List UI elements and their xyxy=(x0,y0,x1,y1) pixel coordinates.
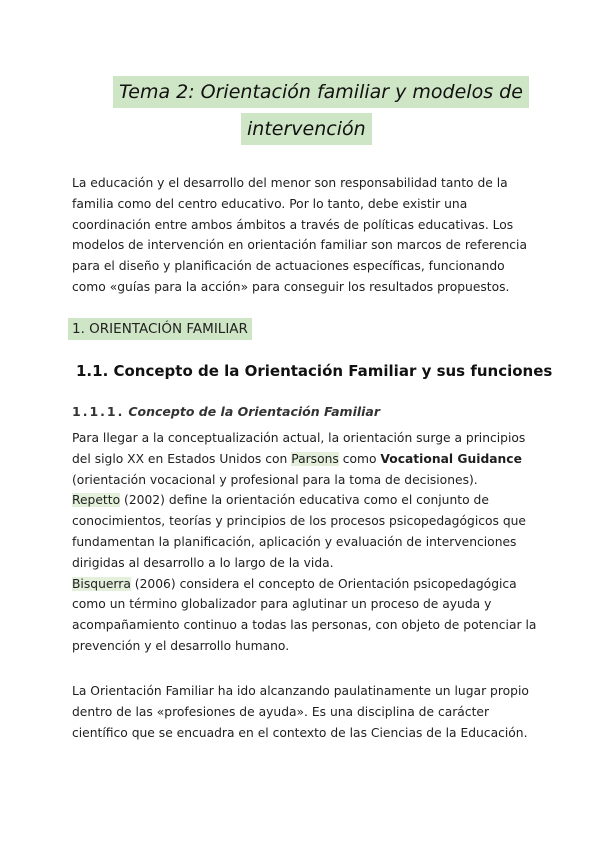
intro-paragraph: La educación y el desarrollo del menor son responsabilidad tanto de la familia como del centro educativo. Por lo tanto, debe existir una coordinación entre ambos ámbitos a través de políticas educativas. Los modelos de intervención en orientación familiar son marcos de referencia para el diseño y planificación de actuaciones específicas, funcionando como «guías para la acción» para conseguir los resultados propuestos. xyxy=(72,176,527,294)
document-title-line-1: Tema 2: Orientación familiar y modelos de xyxy=(113,76,529,108)
author-parsons: Parsons xyxy=(291,451,339,466)
sentence-origin-connector: como xyxy=(338,451,381,466)
sentence-origin: Para llegar a la conceptualización actual, la orientación surge a principios del siglo XX en Estados Unidos con xyxy=(72,431,526,466)
subsubsection-number: 1.1.1. xyxy=(72,404,125,419)
closing-paragraph: La Orientación Familiar ha ido alcanzando paulatinamente un lugar propio dentro de las «profesiones de ayuda». Es una disciplina de carácter científico que se encuadra en el contexto de las Ciencias de la Educación. xyxy=(72,684,529,740)
sentence-origin-end: (orientación vocacional y profesional para la toma de decisiones). xyxy=(72,472,478,487)
author-bisquerra: Bisquerra xyxy=(72,576,131,591)
sentence-bisquerra: (2006) considera el concepto de Orientación psicopedagógica como un término globalizador para aglutinar un proceso de ayuda y acompañamiento continuo a todas las personas, con objeto de potenciar la prevención y el desarrollo humano. xyxy=(72,576,537,653)
section-heading-orientacion-familiar: 1. ORIENTACIÓN FAMILIAR xyxy=(68,318,252,340)
concept-paragraph xyxy=(72,428,542,657)
sentence-repetto: (2002) define la orientación educativa como el conjunto de conocimientos, teorías y principios de los procesos psicopedagógicos que fundamentan la planificación, aplicación y evaluación de intervenciones dirigidas al desarrollo a lo largo de la vida. xyxy=(72,493,526,570)
document-title-line-2: intervención xyxy=(241,113,372,145)
subsection-heading-concepto-funciones: 1.1. Concepto de la Orientación Familiar y sus funciones xyxy=(76,362,553,380)
author-repetto: Repetto xyxy=(72,493,121,508)
subsubsection-title: Concepto de la Orientación Familiar xyxy=(128,404,381,419)
subsubsection-heading xyxy=(72,402,380,422)
term-vocational-guidance: Vocational Guidance xyxy=(380,451,522,466)
